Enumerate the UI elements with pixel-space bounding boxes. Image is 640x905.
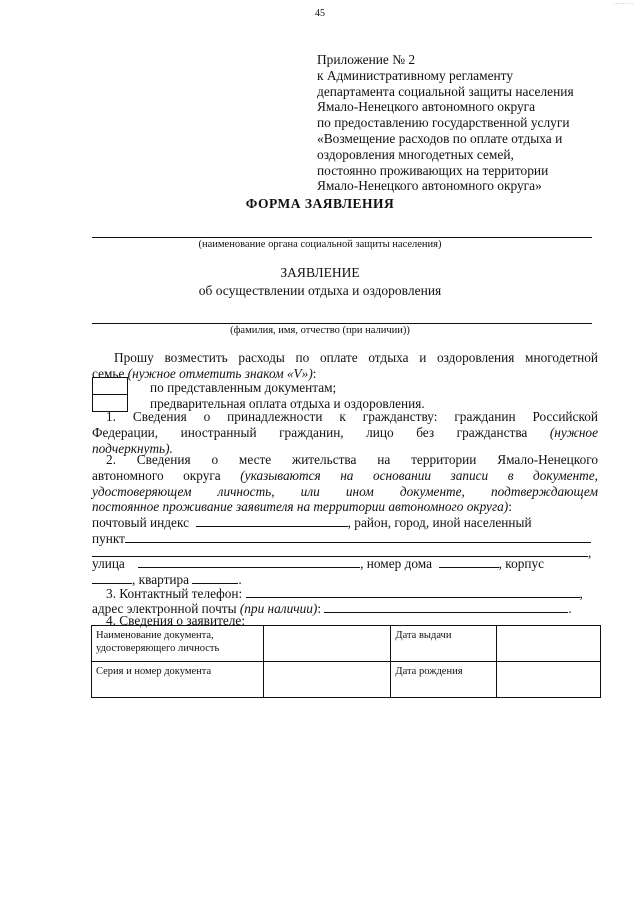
punkt-row: пункт: [92, 531, 598, 547]
apartment-field[interactable]: [192, 573, 238, 584]
table-cell-label: Дата рождения: [391, 662, 497, 698]
appendix-line: к Административному регламенту: [317, 67, 514, 83]
street-field[interactable]: [138, 557, 360, 568]
phone-row: 3. Контактный телефон: ,: [106, 586, 583, 601]
statement-title: ЗАЯВЛЕНИЕ: [280, 265, 360, 280]
fio-caption: (фамилия, имя, отчество (при наличии)): [230, 325, 410, 336]
statement-heading: [0, 264, 640, 300]
house-field[interactable]: [439, 557, 499, 568]
section4-title: 4. Сведения о заявителе:: [106, 613, 246, 628]
appendix-line: оздоровления многодетных семей,: [317, 146, 514, 162]
table-cell-label: Наименование документа, удостоверяющего личность: [92, 626, 264, 662]
appendix-header: [317, 52, 574, 194]
korpus-field[interactable]: [92, 573, 132, 584]
email-field[interactable]: [324, 602, 568, 613]
table-cell-label: Серия и номер документа: [92, 662, 264, 698]
organ-caption: (наименование органа социальной защиты населения): [198, 239, 442, 250]
applicant-info-table: [91, 625, 601, 698]
section1-line-2: Федерации, иностранный гражданин, лицо без гражданства (нужное: [92, 425, 598, 440]
appendix-line: Ямало-Ненецкого автономного округа: [317, 99, 536, 115]
checkbox-documents[interactable]: [92, 377, 128, 395]
table-cell-input[interactable]: [263, 662, 391, 698]
fio-field[interactable]: [92, 323, 592, 324]
page-number: 45: [315, 8, 325, 19]
postal-row: почтовый индекс , район, город, иной населенный: [92, 515, 532, 530]
request-line-1: Прошу возместить расходы по оплате отдыха и оздоровления многодетной: [114, 350, 598, 365]
section2-line-1: 2. Сведения о месте жительства на территории Ямало-Ненецкого: [106, 452, 598, 467]
section1-line-3: подчеркнуть).: [92, 441, 173, 456]
table-row: [92, 662, 601, 698]
corner-mark: ·········: [613, 0, 634, 8]
table-cell-label: Дата выдачи: [391, 626, 497, 662]
request-line-2: семье (нужное отметить знаком «V»):: [92, 366, 317, 381]
punkt-field[interactable]: [125, 532, 591, 543]
postal-index-field[interactable]: [196, 516, 348, 527]
section2-line-2: автономного округа (указываются на основании записи в документе,: [92, 468, 598, 483]
option-prepayment: предварительная оплата отдыха и оздоровления.: [150, 396, 425, 411]
table-cell-input[interactable]: [263, 626, 391, 662]
section2-line-4: постоянное проживание заявителя на территории автономного округа):: [92, 499, 512, 514]
phone-field[interactable]: [246, 587, 580, 598]
form-title: ФОРМА ЗАЯВЛЕНИЯ: [245, 196, 395, 211]
table-row: [92, 626, 601, 662]
apartment-row: , квартира .: [92, 572, 598, 588]
statement-subtitle: об осуществлении отдыха и оздоровления: [198, 283, 442, 298]
table-cell-input[interactable]: [497, 626, 601, 662]
organ-name-field[interactable]: [92, 237, 592, 238]
street-row: улица , номер дома , корпус: [92, 556, 545, 571]
appendix-line: по предоставлению государственной услуги: [317, 115, 570, 131]
table-cell-input[interactable]: [497, 662, 601, 698]
appendix-line: Приложение № 2: [317, 52, 416, 67]
address-extra-row: ,: [92, 545, 598, 561]
appendix-line: постоянно проживающих на территории: [317, 162, 549, 178]
appendix-line: Ямало-Ненецкого автономного округа»: [317, 178, 542, 194]
section1-line-1: 1. Сведения о принадлежности к гражданству: гражданин Российской: [106, 409, 598, 424]
email-row: адрес электронной почты (при наличии): .: [92, 601, 572, 616]
appendix-line: департамента социальной защиты населения: [317, 83, 574, 99]
option-documents: по представленным документам;: [150, 380, 337, 395]
appendix-line: «Возмещение расходов по оплате отдыха и: [317, 130, 563, 146]
section2-line-3: удостоверяющем личность, или ином документе, подтверждающем: [92, 484, 598, 499]
